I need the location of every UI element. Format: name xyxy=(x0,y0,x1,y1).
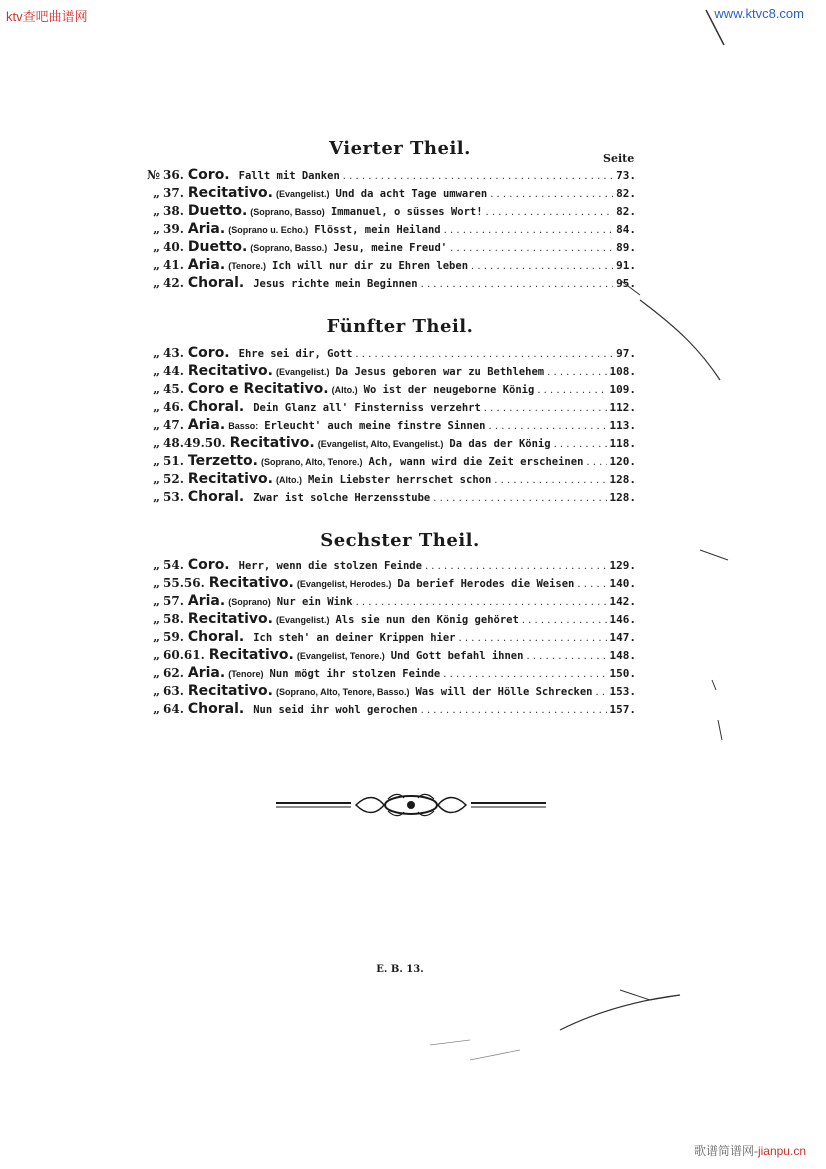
entry-type: Aria. xyxy=(187,593,226,609)
entry-number: 64. xyxy=(163,702,184,716)
entry-prefix: „ xyxy=(153,576,160,590)
entry-page: 82. xyxy=(616,205,636,218)
entry-type: Recitativo. xyxy=(187,683,273,699)
entry-number: 51. xyxy=(163,454,184,468)
entry-type: Aria. xyxy=(187,417,226,433)
entry-type: Recitativo. xyxy=(187,363,273,379)
entry-text: Flösst, mein Heiland xyxy=(314,224,441,236)
entry-voices: (Soprano, Alto, Tenore.) xyxy=(260,457,363,467)
entry-prefix: „ xyxy=(153,364,160,378)
entry-type: Aria. xyxy=(187,257,226,273)
entry-page: 95. xyxy=(616,277,636,290)
entry-prefix: „ xyxy=(153,702,160,716)
entry-prefix: „ xyxy=(153,258,160,272)
entry-type: Coro. xyxy=(187,167,230,183)
entry-prefix: „ xyxy=(153,558,160,572)
entry-number: 52. xyxy=(163,472,184,486)
entry-page: 82. xyxy=(616,187,636,200)
entry-page: 147. xyxy=(609,631,636,644)
entry-prefix: „ xyxy=(153,436,160,450)
entry-text: Immanuel, o süsses Wort! xyxy=(330,206,483,218)
watermark-top-right: www.ktvc8.com xyxy=(714,6,804,21)
entry-page: 128. xyxy=(609,473,636,486)
entry-type: Aria. xyxy=(187,221,226,237)
entry-page: 97. xyxy=(616,347,636,360)
entry-text: Herr, wenn die stolzen Feinde xyxy=(238,560,422,572)
entry-page: 120. xyxy=(609,455,636,468)
entry-voices: (Tenore.) xyxy=(228,261,267,271)
entry-prefix: „ xyxy=(153,400,160,414)
entry-voices: (Evangelist, Herodes.) xyxy=(296,579,392,589)
entry-prefix: „ xyxy=(153,630,160,644)
entry-prefix: „ xyxy=(153,684,160,698)
entry-page: 109. xyxy=(609,383,636,396)
entry-voices: (Evangelist.) xyxy=(275,367,330,377)
entry-number: 43. xyxy=(163,346,184,360)
entry-page: 142. xyxy=(609,595,636,608)
entry-prefix: „ xyxy=(153,276,160,290)
entry-text: Nun seid ihr wohl gerochen xyxy=(253,704,418,716)
entry-prefix: „ xyxy=(153,472,160,486)
entry-prefix: „ xyxy=(153,454,160,468)
entry-number: 53. xyxy=(163,490,184,504)
entry-text: Nun mögt ihr stolzen Feinde xyxy=(269,668,441,680)
entry-prefix: „ xyxy=(153,186,160,200)
entry-page: 113. xyxy=(609,419,636,432)
entry-type: Choral. xyxy=(187,489,245,505)
entry-text: Jesu, meine Freud' xyxy=(333,242,448,254)
entry-text: Erleucht' auch meine finstre Sinnen xyxy=(264,420,486,432)
entry-type: Coro e Recitativo. xyxy=(187,381,329,397)
entry-number: 38. xyxy=(163,204,184,218)
entry-type: Coro. xyxy=(187,345,230,361)
entry-type: Recitativo. xyxy=(208,575,294,591)
entry-number: 57. xyxy=(163,594,184,608)
entry-number: 54. xyxy=(163,558,184,572)
entry-number: 60.61. xyxy=(163,648,205,662)
entry-type: Coro. xyxy=(187,557,230,573)
entry-voices: (Evangelist, Tenore.) xyxy=(296,651,385,661)
entry-page: 128. xyxy=(609,491,636,504)
entry-text: Nur ein Wink xyxy=(276,596,353,608)
entry-prefix: „ xyxy=(153,240,160,254)
entry-type: Recitativo. xyxy=(208,647,294,663)
entry-type: Aria. xyxy=(187,665,226,681)
entry-number: 37. xyxy=(163,186,184,200)
entry-page: 150. xyxy=(609,667,636,680)
entry-number: 47. xyxy=(163,418,184,432)
entry-voices: (Evangelist, Alto, Evangelist.) xyxy=(317,439,444,449)
entry-number: 39. xyxy=(163,222,184,236)
entry-voices: (Evangelist.) xyxy=(275,615,330,625)
entry-prefix: „ xyxy=(153,382,160,396)
entry-voices: (Alto.) xyxy=(275,475,302,485)
entry-prefix: „ xyxy=(153,204,160,218)
entry-text: Und da acht Tage umwaren xyxy=(335,188,488,200)
entry-prefix: „ xyxy=(153,666,160,680)
entry-type: Duetto. xyxy=(187,203,248,219)
entry-page: 108. xyxy=(609,365,636,378)
entry-text: Zwar ist solche Herzensstube xyxy=(253,492,431,504)
entry-type: Choral. xyxy=(187,629,245,645)
entry-number: 42. xyxy=(163,276,184,290)
entry-voices: Basso: xyxy=(228,421,259,431)
entry-prefix: „ xyxy=(153,346,160,360)
entry-text: Da das der König xyxy=(449,438,551,450)
entry-prefix: „ xyxy=(153,594,160,608)
section-title-fuenfter: Fünfter Theil. xyxy=(326,316,474,337)
entry-prefix: „ xyxy=(153,222,160,236)
entry-voices: (Soprano, Basso.) xyxy=(250,243,328,253)
entry-page: 153. xyxy=(609,685,636,698)
entry-page: 140. xyxy=(609,577,636,590)
entry-number: 55.56. xyxy=(163,576,205,590)
entry-prefix: „ xyxy=(153,612,160,626)
entry-text: Jesus richte mein Beginnen xyxy=(253,278,418,290)
entry-number: 62. xyxy=(163,666,184,680)
entry-page: 91. xyxy=(616,259,636,272)
entry-voices: (Soprano u. Echo.) xyxy=(228,225,309,235)
entry-type: Recitativo. xyxy=(229,435,315,451)
entry-text: Da Jesus geboren war zu Bethlehem xyxy=(335,366,545,378)
entry-type: Recitativo. xyxy=(187,611,273,627)
entry-number: 46. xyxy=(163,400,184,414)
entry-number: 63. xyxy=(163,684,184,698)
entry-page: 118. xyxy=(609,437,636,450)
entry-page: 157. xyxy=(609,703,636,716)
page-column-label: Seite xyxy=(603,152,635,165)
section-title-vierter: Vierter Theil. xyxy=(329,138,471,159)
entry-text: Dein Glanz all' Finsterniss verzehrt xyxy=(253,402,481,414)
entry-type: Duetto. xyxy=(187,239,248,255)
entry-prefix: № xyxy=(146,168,160,182)
entry-text: Mein Liebster herrschet schon xyxy=(307,474,492,486)
publisher-code: E. B. 13. xyxy=(376,964,424,975)
entry-type: Choral. xyxy=(187,275,245,291)
entry-voices: (Soprano, Alto, Tenore, Basso.) xyxy=(275,687,410,697)
entry-page: 73. xyxy=(616,169,636,182)
entry-page: 84. xyxy=(616,223,636,236)
entry-number: 48.49.50. xyxy=(163,436,226,450)
entry-type: Terzetto. xyxy=(187,453,258,469)
entry-text: Fallt mit Danken xyxy=(238,170,340,182)
entry-type: Recitativo. xyxy=(187,471,273,487)
entry-number: 41. xyxy=(163,258,184,272)
watermark-bottom-right: 歌谱简谱网-jianpu.cn xyxy=(693,1144,806,1158)
entry-number: 40. xyxy=(163,240,184,254)
entry-voices: (Soprano) xyxy=(228,597,271,607)
entry-number: 58. xyxy=(163,612,184,626)
entry-prefix: „ xyxy=(153,418,160,432)
entry-text: Ehre sei dir, Gott xyxy=(238,348,353,360)
entry-voices: (Soprano, Basso) xyxy=(250,207,325,217)
entry-text: Ach, wann wird die Zeit erscheinen xyxy=(368,456,584,468)
entry-text: Wo ist der neugeborne König xyxy=(363,384,535,396)
entry-number: 36. xyxy=(163,168,184,182)
entry-voices: (Evangelist.) xyxy=(275,189,330,199)
entry-page: 148. xyxy=(609,649,636,662)
entry-type: Choral. xyxy=(187,399,245,415)
entry-page: 112. xyxy=(609,401,636,414)
entry-number: 44. xyxy=(163,364,184,378)
watermark-top-left: ktv查吧曲谱网 xyxy=(6,9,88,24)
entry-text: Als sie nun den König gehöret xyxy=(335,614,519,626)
entry-type: Recitativo. xyxy=(187,185,273,201)
entry-text: Ich steh' an deiner Krippen hier xyxy=(253,632,456,644)
entry-text: Da berief Herodes die Weisen xyxy=(397,578,575,590)
entry-prefix: „ xyxy=(153,490,160,504)
entry-page: 129. xyxy=(609,559,636,572)
entry-text: Was will der Hölle Schrecken xyxy=(415,686,593,698)
section-title-sechster: Sechster Theil. xyxy=(320,530,480,551)
entry-page: 89. xyxy=(616,241,636,254)
entry-page: 146. xyxy=(609,613,636,626)
entry-text: Und Gott befahl ihnen xyxy=(390,650,524,662)
entry-type: Choral. xyxy=(187,701,245,717)
entry-voices: (Tenore) xyxy=(228,669,264,679)
entry-text: Ich will nur dir zu Ehren leben xyxy=(272,260,469,272)
entry-number: 45. xyxy=(163,382,184,396)
entry-voices: (Alto.) xyxy=(331,385,358,395)
entry-number: 59. xyxy=(163,630,184,644)
entry-prefix: „ xyxy=(153,648,160,662)
